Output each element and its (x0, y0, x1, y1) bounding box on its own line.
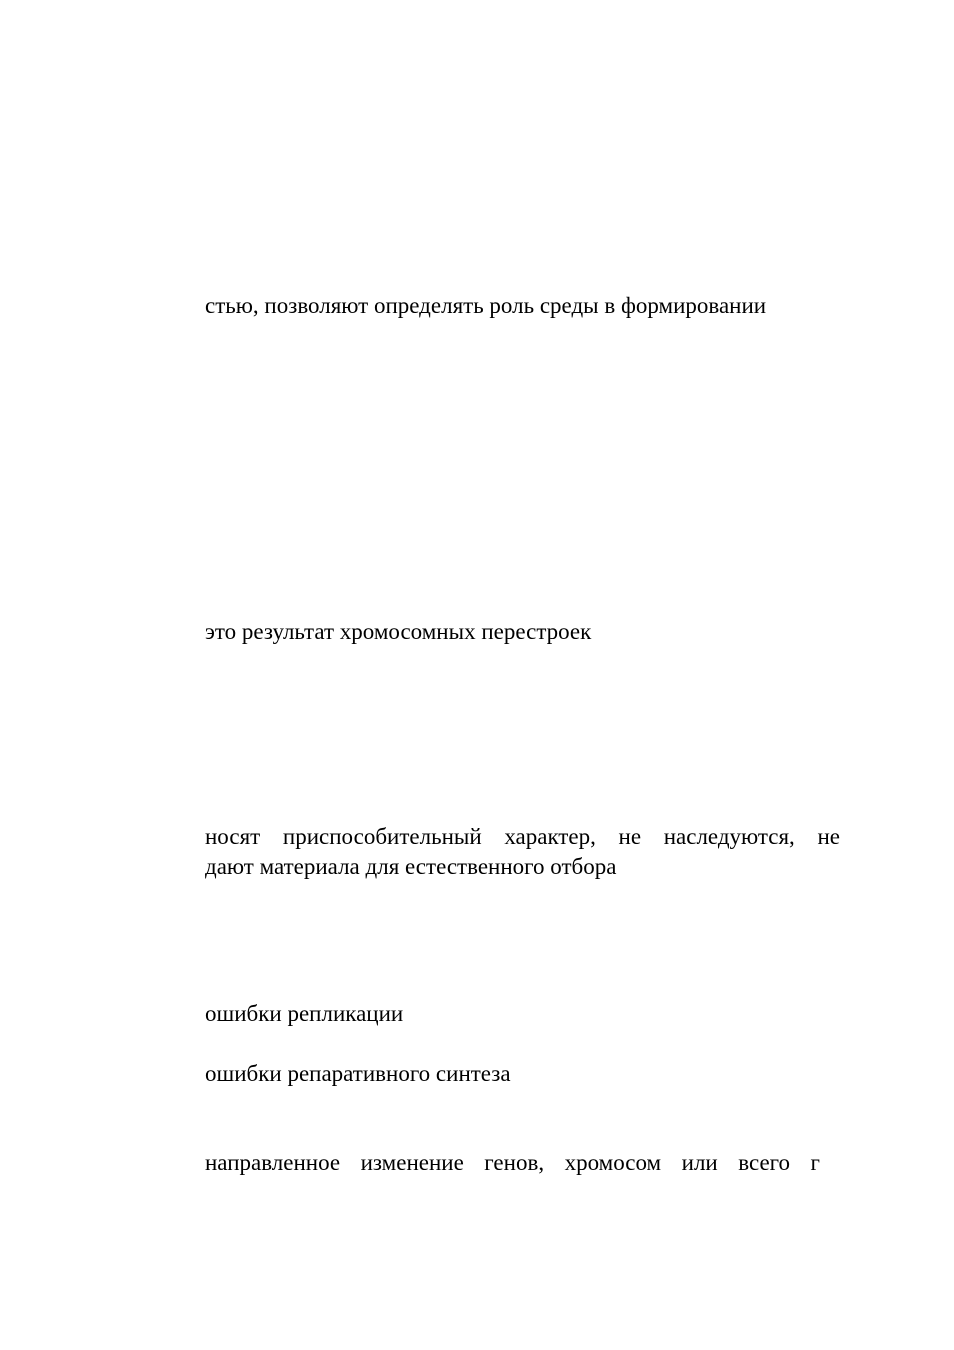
text-line-role-of-environment: стью, позволяют определять роль среды в формировании (205, 293, 767, 318)
text-line-directed-change: направленное изменение генов, хромосом или всего г (205, 1150, 820, 1175)
text-line-chromosome-rearrangements: это результат хромосомных перестроек (205, 619, 592, 644)
text-line-natural-selection: дают материала для естественного отбора (205, 854, 617, 879)
text-line-repair-synthesis-errors: ошибки репаративного синтеза (205, 1061, 511, 1086)
text-line-replication-errors: ошибки репликации (205, 1001, 404, 1026)
text-line-adaptive-character: носят приспособительный характер, не наследуются, не (205, 824, 840, 849)
